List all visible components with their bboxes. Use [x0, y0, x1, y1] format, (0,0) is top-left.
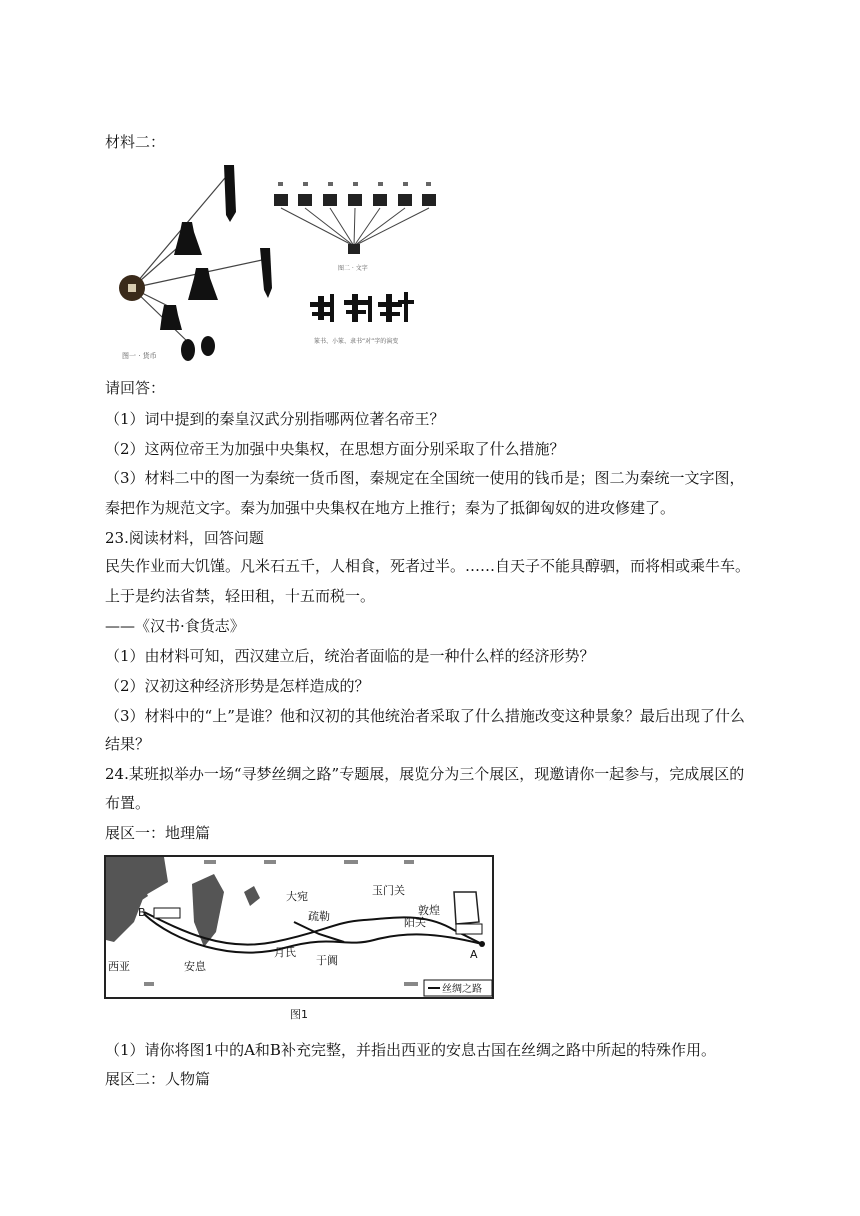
- map-label-dayuan: 大宛: [286, 890, 308, 903]
- q23-source: ——《汉书·食货志》: [105, 617, 245, 635]
- silk-road-map: [104, 852, 496, 1028]
- figure2-note: 篆书、小篆、隶书“对”字的演变: [314, 338, 399, 345]
- q22-question-2: （2）这两位帝王为加强中央集权，在思想方面分别采取了什么措施？: [105, 440, 565, 458]
- map-label-yutian: 于阗: [316, 954, 338, 967]
- answer-prompt: 请回答：: [105, 379, 166, 397]
- figure1-caption: 图一 · 货币: [122, 352, 157, 360]
- map-label-a: A: [470, 948, 478, 961]
- ancient-scripts-icon: [274, 194, 436, 206]
- map-label-b: B: [138, 906, 146, 919]
- q23-question-3: （3）材料中的“上”是谁？他和汉初的其他统治者采取了什么措施改变这种景象？最后出现了什么: [105, 707, 745, 725]
- dui-character-evolution-icon: [310, 292, 414, 322]
- exhibit-zone-2-title: 展区二：人物篇: [105, 1070, 211, 1088]
- q23-question-2: （2）汉初这种经济形势是怎样造成的？: [105, 677, 370, 695]
- knife-coin-icon: [224, 165, 236, 222]
- map-label-yuezhi: 月氏: [274, 946, 296, 959]
- map-label-xiya: 西亚: [108, 960, 130, 973]
- map-label-yumenguan: 玉门关: [372, 884, 405, 897]
- silk-road-map-svg: [104, 852, 496, 1028]
- q23-question-3-cont: 结果？: [105, 735, 151, 753]
- exhibit-zone-1-title: 展区一：地理篇: [105, 824, 211, 842]
- map-caption: 图1: [290, 1008, 308, 1021]
- q23-question-1: （1）由材料可知，西汉建立后，统治者面临的是一种什么样的经济形势？: [105, 647, 595, 665]
- q24-intro-line-2: 布置。: [105, 794, 151, 812]
- q24-question-1: （1）请你将图1中的A和B补充完整，并指出西亚的安息古国在丝绸之路中所起的特殊作用。: [105, 1041, 716, 1059]
- q23-passage-line-1: 民失作业而大饥馑。凡米石五千，人相食，死者过半。……自天子不能具醇驷，而将相或乘牛车。: [105, 557, 751, 575]
- figure2-caption: 图二 · 文字: [338, 265, 368, 272]
- script-figure-svg: [268, 178, 440, 350]
- script-unification-figure: [268, 178, 440, 350]
- q24-intro-line-1: 24.某班拟举办一场“寻梦丝绸之路”专题展，展览分为三个展区，现邀请你一起参与，完成展区的: [105, 765, 745, 783]
- map-label-dunhuang: 敦煌: [418, 904, 440, 917]
- q23-passage-line-2: 上于是约法省禁，轻田租，十五而税一。: [105, 587, 376, 605]
- material-2-label: 材料二：: [105, 133, 166, 151]
- q23-title: 23.阅读材料，回答问题: [105, 529, 264, 547]
- map-legend-label: 丝绸之路: [442, 984, 482, 995]
- small-seal-script-icon: [348, 244, 360, 254]
- map-label-anxi: 安息: [184, 960, 206, 973]
- q22-question-3: （3）材料二中的图一为秦统一货币图，秦规定在全国统一使用的钱币是；图二为秦统一文字图，: [105, 469, 745, 487]
- q22-question-3-cont: 秦把作为规范文字。秦为加强中央集权在地方上推行；秦为了抵御匈奴的进攻修建了。: [105, 499, 676, 517]
- shell-coin-icon: [181, 339, 195, 361]
- map-label-shule: 疏勒: [308, 910, 330, 923]
- map-label-yangguan: 阳关: [404, 916, 426, 929]
- q22-question-1: （1）词中提到的秦皇汉武分别指哪两位著名帝王？: [105, 410, 445, 428]
- spade-coin-icon: [174, 222, 202, 255]
